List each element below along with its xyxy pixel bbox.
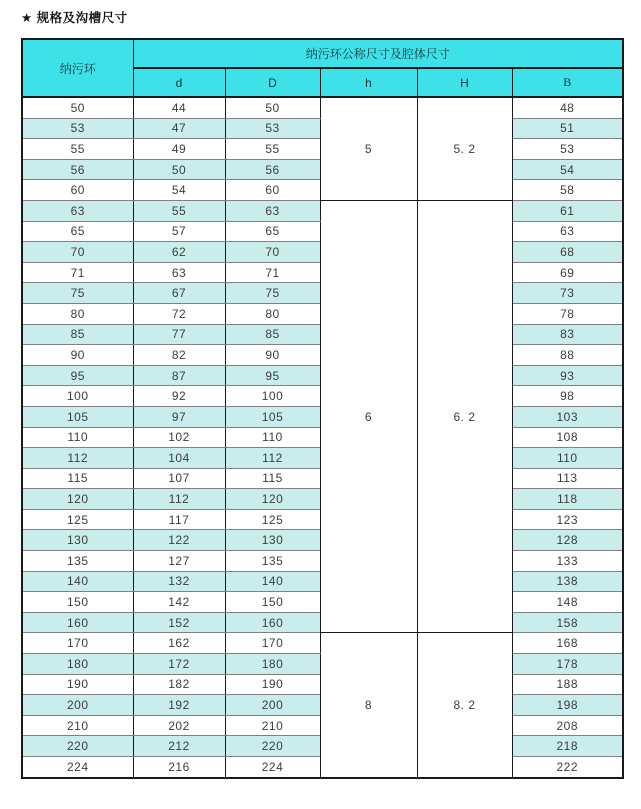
cell-ring: 80 [22, 303, 133, 324]
cell-B: 158 [512, 612, 623, 633]
cell-D: 71 [225, 262, 320, 283]
cell-ring: 95 [22, 365, 133, 386]
cell-B: 198 [512, 695, 623, 716]
cell-B: 108 [512, 427, 623, 448]
cell-D: 90 [225, 345, 320, 366]
cell-H-merged: 5. 2 [417, 97, 512, 200]
cell-D: 112 [225, 448, 320, 469]
cell-B: 148 [512, 592, 623, 613]
cell-ring: 150 [22, 592, 133, 613]
cell-d: 216 [133, 757, 225, 778]
cell-D: 180 [225, 654, 320, 675]
cell-ring: 210 [22, 715, 133, 736]
cell-ring: 200 [22, 695, 133, 716]
cell-ring: 70 [22, 242, 133, 263]
cell-ring: 112 [22, 448, 133, 469]
cell-ring: 160 [22, 612, 133, 633]
col-header-group: 纳污环公称尺寸及腔体尺寸 [133, 39, 623, 68]
cell-D: 224 [225, 757, 320, 778]
cell-B: 222 [512, 757, 623, 778]
cell-B: 48 [512, 97, 623, 118]
cell-ring: 140 [22, 571, 133, 592]
cell-B: 103 [512, 406, 623, 427]
cell-d: 82 [133, 345, 225, 366]
cell-d: 55 [133, 200, 225, 221]
cell-B: 53 [512, 139, 623, 160]
cell-d: 202 [133, 715, 225, 736]
cell-ring: 120 [22, 489, 133, 510]
cell-D: 190 [225, 674, 320, 695]
cell-D: 53 [225, 118, 320, 139]
cell-ring: 60 [22, 180, 133, 201]
cell-D: 200 [225, 695, 320, 716]
cell-B: 138 [512, 571, 623, 592]
cell-ring: 85 [22, 324, 133, 345]
cell-B: 118 [512, 489, 623, 510]
cell-D: 56 [225, 159, 320, 180]
cell-d: 107 [133, 468, 225, 489]
cell-d: 97 [133, 406, 225, 427]
cell-D: 150 [225, 592, 320, 613]
cell-ring: 110 [22, 427, 133, 448]
cell-ring: 135 [22, 551, 133, 572]
cell-D: 220 [225, 736, 320, 757]
cell-d: 104 [133, 448, 225, 469]
cell-ring: 50 [22, 97, 133, 118]
cell-D: 95 [225, 365, 320, 386]
cell-B: 128 [512, 530, 623, 551]
cell-D: 70 [225, 242, 320, 263]
cell-ring: 53 [22, 118, 133, 139]
col-header-h: h [320, 68, 417, 97]
cell-B: 93 [512, 365, 623, 386]
cell-D: 115 [225, 468, 320, 489]
cell-D: 63 [225, 200, 320, 221]
cell-B: 218 [512, 736, 623, 757]
cell-ring: 75 [22, 283, 133, 304]
header-row-group [22, 39, 623, 68]
cell-d: 92 [133, 386, 225, 407]
cell-d: 162 [133, 633, 225, 654]
cell-ring: 100 [22, 386, 133, 407]
cell-B: 168 [512, 633, 623, 654]
cell-h-merged: 8 [320, 633, 417, 778]
cell-d: 63 [133, 262, 225, 283]
cell-H-merged: 6. 2 [417, 200, 512, 632]
cell-D: 110 [225, 427, 320, 448]
cell-ring: 130 [22, 530, 133, 551]
cell-B: 69 [512, 262, 623, 283]
cell-d: 50 [133, 159, 225, 180]
cell-d: 172 [133, 654, 225, 675]
cell-d: 122 [133, 530, 225, 551]
col-header-ring: 纳污环 [22, 39, 133, 97]
spec-table [21, 38, 624, 779]
col-header-B: B [512, 68, 623, 97]
table-body [22, 97, 623, 778]
cell-B: 178 [512, 654, 623, 675]
cell-d: 102 [133, 427, 225, 448]
cell-ring: 125 [22, 509, 133, 530]
cell-H-merged: 8. 2 [417, 633, 512, 778]
cell-B: 110 [512, 448, 623, 469]
cell-d: 47 [133, 118, 225, 139]
cell-D: 100 [225, 386, 320, 407]
cell-B: 113 [512, 468, 623, 489]
cell-d: 152 [133, 612, 225, 633]
cell-d: 87 [133, 365, 225, 386]
cell-ring: 105 [22, 406, 133, 427]
cell-B: 68 [512, 242, 623, 263]
cell-d: 67 [133, 283, 225, 304]
cell-B: 73 [512, 283, 623, 304]
cell-ring: 115 [22, 468, 133, 489]
cell-d: 112 [133, 489, 225, 510]
cell-B: 133 [512, 551, 623, 572]
cell-d: 62 [133, 242, 225, 263]
cell-d: 57 [133, 221, 225, 242]
cell-D: 120 [225, 489, 320, 510]
cell-d: 132 [133, 571, 225, 592]
col-header-D: D [225, 68, 320, 97]
cell-B: 83 [512, 324, 623, 345]
cell-D: 135 [225, 551, 320, 572]
cell-B: 123 [512, 509, 623, 530]
cell-B: 63 [512, 221, 623, 242]
cell-B: 188 [512, 674, 623, 695]
cell-D: 170 [225, 633, 320, 654]
cell-D: 60 [225, 180, 320, 201]
cell-B: 98 [512, 386, 623, 407]
cell-ring: 65 [22, 221, 133, 242]
cell-d: 182 [133, 674, 225, 695]
table-row [22, 97, 623, 118]
cell-D: 80 [225, 303, 320, 324]
cell-B: 61 [512, 200, 623, 221]
cell-D: 50 [225, 97, 320, 118]
cell-D: 210 [225, 715, 320, 736]
cell-d: 192 [133, 695, 225, 716]
cell-B: 58 [512, 180, 623, 201]
cell-ring: 63 [22, 200, 133, 221]
cell-D: 75 [225, 283, 320, 304]
cell-d: 49 [133, 139, 225, 160]
cell-h-merged: 5 [320, 97, 417, 200]
cell-d: 212 [133, 736, 225, 757]
cell-d: 72 [133, 303, 225, 324]
cell-D: 160 [225, 612, 320, 633]
cell-B: 208 [512, 715, 623, 736]
table-row [22, 200, 623, 221]
cell-D: 130 [225, 530, 320, 551]
col-header-d: d [133, 68, 225, 97]
table-header [22, 39, 623, 97]
cell-D: 105 [225, 406, 320, 427]
col-header-H: H [417, 68, 512, 97]
cell-ring: 190 [22, 674, 133, 695]
cell-B: 51 [512, 118, 623, 139]
cell-ring: 224 [22, 757, 133, 778]
cell-ring: 170 [22, 633, 133, 654]
cell-B: 88 [512, 345, 623, 366]
cell-ring: 56 [22, 159, 133, 180]
cell-h-merged: 6 [320, 200, 417, 632]
cell-d: 54 [133, 180, 225, 201]
cell-D: 140 [225, 571, 320, 592]
cell-ring: 55 [22, 139, 133, 160]
cell-ring: 90 [22, 345, 133, 366]
cell-ring: 180 [22, 654, 133, 675]
cell-B: 54 [512, 159, 623, 180]
cell-d: 44 [133, 97, 225, 118]
cell-ring: 71 [22, 262, 133, 283]
cell-d: 142 [133, 592, 225, 613]
cell-d: 127 [133, 551, 225, 572]
cell-D: 125 [225, 509, 320, 530]
cell-B: 78 [512, 303, 623, 324]
page-title: ★ 规格及沟槽尺寸 [21, 11, 128, 25]
cell-D: 55 [225, 139, 320, 160]
cell-d: 77 [133, 324, 225, 345]
cell-ring: 220 [22, 736, 133, 757]
table-row [22, 633, 623, 654]
cell-d: 117 [133, 509, 225, 530]
cell-D: 65 [225, 221, 320, 242]
cell-D: 85 [225, 324, 320, 345]
